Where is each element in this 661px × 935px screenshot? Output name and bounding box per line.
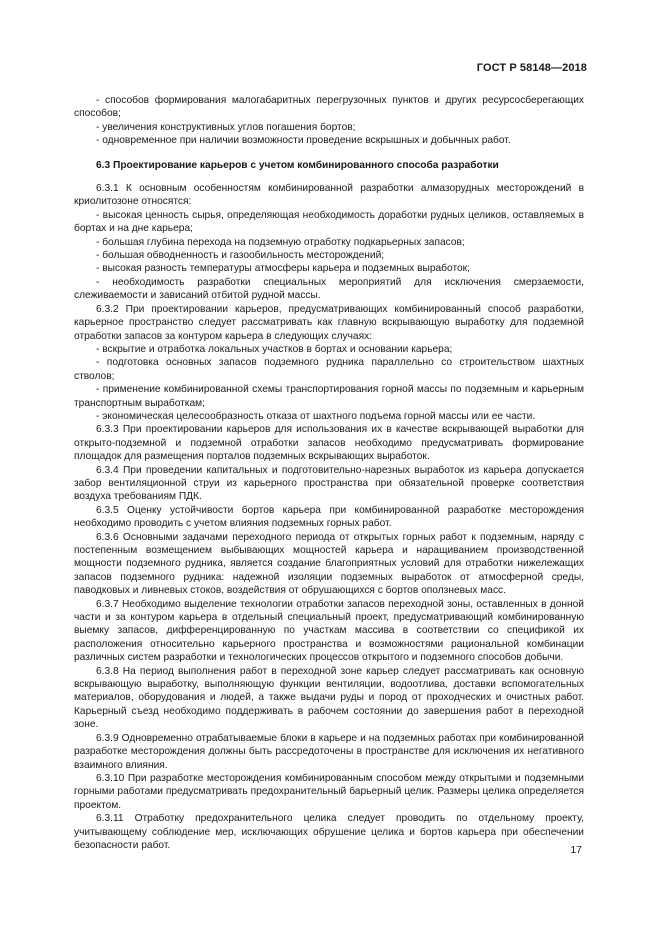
paragraph: 6.3.11 Отработку предохранительного целика следует проводить по отдельному проекту, учитывающему соблюдение мер, исключающих обрушение целика и бортов карьера при обеспечении безопасности работ.	[74, 813, 584, 851]
paragraph: 6.3.8 На период выполнения работ в переходной зоне карьер следует рассматривать как основную вскрывающую выработку, выполняющую функции вентиляции, водоотлива, доставки вспомогательных материалов, оборудования и людей, а также выдачи руды и пород от проходческих и очистных работ. Карьерный съезд необходимо поддерживать в рабочем состоянии до завершения работ в переходной зоне.	[74, 665, 584, 731]
paragraph: 6.3.4 При проведении капитальных и подготовительно-нарезных выработок из карьера допускается забор вентиляционной струи из карьерного пространства при обязательной проверке соответствия воздуха требованиям ПДК.	[74, 464, 584, 503]
paragraph: 6.3.10 При разработке месторождения комбинированным способом между открытыми и подземными горными работами предусматривать предохранительный барьерный целик. Размеры целика определяется проектом.	[74, 772, 584, 811]
paragraph: 6.3.3 При проектировании карьеров для использования их в качестве вскрывающей выработки для открыто-подземной и подземной отработки запасов необходимо предусматривать формирование площадок для размещения порталов подземных вскрывающих выработок.	[74, 424, 584, 463]
list-item: - вскрытие и отработка локальных участков в бортах и основании карьера;	[96, 343, 453, 355]
list-item: - большая глубина перехода на подземную отработку подкарьерных запасов;	[96, 236, 465, 248]
lead-item: - способов формирования малогабаритных перегрузочных пунктов и других ресурсосберегающих способов;	[74, 95, 584, 120]
document-body	[74, 94, 584, 852]
list-item: - высокая ценность сырья, определяющая необходимость доработки рудных целиков, оставляемых в бортах и на дне карьера;	[74, 209, 584, 235]
list-item: - высокая разность температуры атмосферы карьера и подземных выработок;	[96, 263, 470, 275]
paragraph: 6.3.6 Основными задачами переходного периода от открытых горных работ к подземным, наряду с постепенным возмещением выбывающих мощностей карьера и наращиванием производственной мощности подземного рудника, является создание благоприятных условий для отработки нижележащих запасов подземного рудника: надежной изоляции подземных выработок от атмосферной среды, паводковых и ливневых стоков, воздействия от обрушающихся с бортов оползневых масс.	[74, 531, 584, 597]
list-item: - экономическая целесообразность отказа от шахтного подъема горной массы или ее части.	[96, 410, 536, 422]
list-item: - подготовка основных запасов подземного рудника параллельно со строительством шахтных стволов;	[74, 357, 584, 382]
paragraph: 6.3.2 При проектировании карьеров, предусматривающих комбинированный способ разработки, карьерное пространство следует рассматривать как главную вскрывающую выработку для подземной отработки запасов за контуром карьера в следующих случаях:	[74, 303, 584, 342]
paragraph: 6.3.7 Необходимо выделение технологии отработки запасов переходной зоны, оставленных в донной части и за контуром карьера в отдельный специальный проект, предусматривающий комбинированную выемку запасов, дифференцированную по участкам массива в соответствии со спецификой их расположения относительно карьерного пространства и возможностями рациональной комбинации различных систем разработки и технологических процессов открытого и подземного способов добычи.	[74, 598, 584, 664]
section-heading: 6.3 Проектирование карьеров с учетом комбинированного способа разработки	[96, 159, 499, 171]
lead-item: - одновременное при наличии возможности проведение вскрышных и добычных работ.	[96, 135, 511, 147]
paragraph: 6.3.5 Оценку устойчивости бортов карьера при комбинированной разработке месторождения необходимо проводить с учетом влияния подземных горных работ.	[74, 504, 584, 530]
list-item: - большая обводненность и газообильность месторождений;	[96, 250, 385, 262]
lead-item: - увеличения конструктивных углов погашения бортов;	[96, 121, 356, 133]
page-number: 17	[570, 844, 582, 856]
list-item: - применение комбинированной схемы транспортирования горной массы по подземным и карьерным транспортным выработкам;	[74, 384, 584, 409]
paragraph: 6.3.9 Одновременно отрабатываемые блоки в карьере и на подземных работах при комбинированной разработке месторождения должны быть рассредоточены в пространстве для исключения их негативного взаимного влияния.	[74, 732, 584, 771]
paragraph: 6.3.1 К основным особенностям комбинированной разработки алмазорудных месторождений в криолитозоне относятся:	[74, 183, 584, 208]
standard-header: ГОСТ Р 58148—2018	[476, 62, 587, 74]
list-item: - необходимость разработки специальных мероприятий для исключения смерзаемости, слеживаемости и зависаний отбитой рудной массы.	[74, 276, 584, 302]
